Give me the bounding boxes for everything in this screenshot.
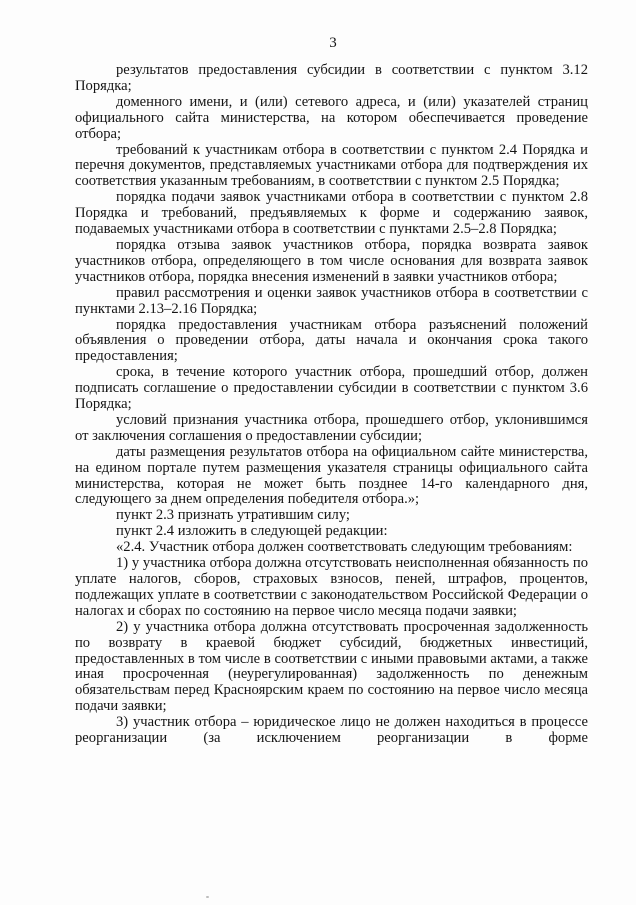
paragraph-withdrawal-procedure: порядка отзыва заявок участников отбора, порядка возврата заявок участников отбора, определяющего в том числе основания для возврата заявок участников отбора, порядка внесения изменений в заявки участников отбора; [75,236,588,285]
scan-speck [206,896,209,898]
paragraph-requirement-2: 2) у участника отбора должна отсутствовать просроченная задолженность по возврату в краевой бюджет субсидий, бюджетных инвестиций, предоставленных в том числе в соответствии с иными правовыми актами, а также иная просроченная (неурегулированная) задолженность по денежным обязательствам перед Красноярским краем по состоянию на первое число месяца подачи заявки; [75,618,588,715]
paragraph-signing-deadline: срока, в течение которого участник отбора, прошедший отбор, должен подписать соглашение о предоставлении субсидии в соответствии с пунктом 3.6 Порядка; [75,364,588,413]
paragraph-clarifications: порядка предоставления участникам отбора разъяснений положений объявления о проведении отбора, даты начала и окончания срока такого предоставления; [75,316,588,365]
paragraph-review-rules: правил рассмотрения и оценки заявок участников отбора в соответствии с пунктами 2.13–2.16 Порядка; [75,284,588,317]
paragraph-requirement-1: 1) у участника отбора должна отсутствовать неисполненная обязанность по уплате налогов, сборов, страховых взносов, пеней, штрафов, процентов, подлежащих уплате в соответствии с законодательством Российской Федерации о налогах и сборах по состоянию на первое число месяца подачи заявки; [75,555,588,619]
paragraph-clause-2-3: пункт 2.3 признать утратившим силу; [116,507,350,524]
page-number: 3 [329,35,337,51]
paragraph-requirements: требований к участникам отбора в соответствии с пунктом 2.4 Порядка и перечня документов, представляемых участниками отбора для подтверждения их соответствия указанным требованиям, в соответствии с пунктом 2.5 Порядка; [75,141,588,190]
paragraph-evasion-conditions: условий признания участника отбора, прошедшего отбор, уклонившимся от заключения соглашения о предоставлении субсидии; [75,411,588,444]
paragraph-publication-date: даты размещения результатов отбора на официальном сайте министерства, на едином портале путем размещения указателя страницы официального сайта министерства, которая не может быть позднее 14-го календарного дня, следующего за днем определения победителя отбора.»; [75,443,588,508]
paragraph-clause-2-4-heading: «2.4. Участник отбора должен соответствовать следующим требованиям: [116,539,573,556]
paragraph-application-procedure: порядка подачи заявок участниками отбора в соответствии с пунктом 2.8 Порядка и требований, предъявляемых к форме и содержанию заявок, подаваемых участниками отбора в соответствии с пунктами 2.5–2.8 Порядка; [75,189,588,238]
document-body [75,63,588,747]
paragraph-results: результатов предоставления субсидии в соответствии с пунктом 3.12 Порядка; [75,62,588,94]
paragraph-requirement-3: 3) участник отбора – юридическое лицо не должен находиться в процессе реорганизации (за исключением реорганизации в форме [75,714,588,747]
paragraph-domain-name: доменного имени, и (или) сетевого адреса, и (или) указателей страниц официального сайта министерства, на котором обеспечивается проведение отбора; [75,93,588,142]
paragraph-clause-2-4-intro: пункт 2.4 изложить в следующей редакции: [116,523,388,540]
